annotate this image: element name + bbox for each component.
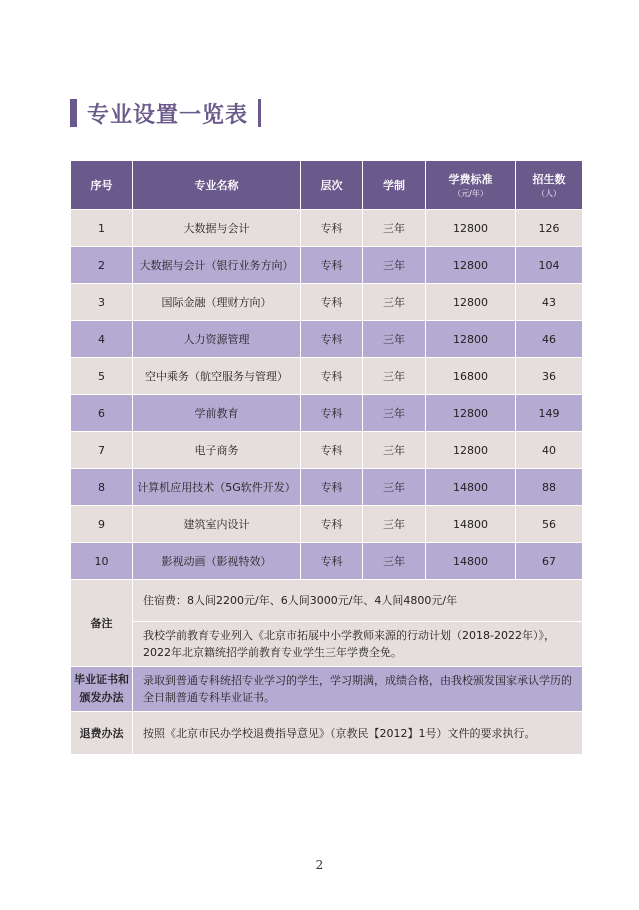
page-title-block: [70, 96, 261, 130]
table-row: [71, 210, 583, 247]
header-fee: [426, 161, 516, 210]
cell-enroll: 36: [516, 358, 583, 395]
cell-enroll: 126: [516, 210, 583, 247]
table-row: [71, 284, 583, 321]
cell-level: 专科: [301, 284, 363, 321]
page-number: 2: [315, 858, 324, 872]
notes-row-2: [71, 622, 583, 667]
cell-name: 大数据与会计: [133, 210, 301, 247]
cell-duration: 三年: [363, 469, 426, 506]
cell-enroll: 43: [516, 284, 583, 321]
cell-enroll: 149: [516, 395, 583, 432]
table-row: [71, 506, 583, 543]
cell-seq: 7: [71, 432, 133, 469]
cell-seq: 9: [71, 506, 133, 543]
cell-enroll: 46: [516, 321, 583, 358]
cell-enroll: 104: [516, 247, 583, 284]
table-row: [71, 247, 583, 284]
header-enroll: [516, 161, 583, 210]
cell-seq: 2: [71, 247, 133, 284]
cell-fee: 12800: [426, 284, 516, 321]
cell-level: 专科: [301, 358, 363, 395]
cell-enroll: 88: [516, 469, 583, 506]
cell-seq: 10: [71, 543, 133, 580]
cell-name: 国际金融（理财方向）: [133, 284, 301, 321]
cell-name: 大数据与会计（银行业务方向）: [133, 247, 301, 284]
table-row: [71, 321, 583, 358]
refund-row: [71, 712, 583, 755]
cell-name: 建筑室内设计: [133, 506, 301, 543]
cell-level: 专科: [301, 432, 363, 469]
cell-seq: 3: [71, 284, 133, 321]
notes-label: 备注: [71, 580, 133, 667]
cell-fee: 12800: [426, 395, 516, 432]
cell-seq: 1: [71, 210, 133, 247]
table-row: [71, 432, 583, 469]
cell-duration: 三年: [363, 543, 426, 580]
cell-fee: 12800: [426, 432, 516, 469]
cell-level: 专科: [301, 321, 363, 358]
cell-duration: 三年: [363, 432, 426, 469]
cell-seq: 4: [71, 321, 133, 358]
header-enroll-unit: （人）: [537, 189, 561, 198]
header-enroll-label: 招生数: [532, 173, 566, 186]
cell-seq: 8: [71, 469, 133, 506]
table-header-row: [71, 161, 583, 210]
header-fee-label: 学费标准: [448, 173, 493, 186]
cell-enroll: 56: [516, 506, 583, 543]
cell-fee: 14800: [426, 543, 516, 580]
cell-fee: 12800: [426, 247, 516, 284]
graduation-label: 毕业证书和颁发办法: [71, 667, 133, 712]
header-duration: 学制: [363, 161, 426, 210]
table-row: [71, 358, 583, 395]
cell-fee: 12800: [426, 321, 516, 358]
table-row: [71, 395, 583, 432]
cell-duration: 三年: [363, 210, 426, 247]
cell-duration: 三年: [363, 247, 426, 284]
cell-fee: 16800: [426, 358, 516, 395]
cell-level: 专科: [301, 469, 363, 506]
cell-duration: 三年: [363, 506, 426, 543]
cell-fee: 12800: [426, 210, 516, 247]
cell-level: 专科: [301, 247, 363, 284]
page-title: 专业设置一览表: [87, 102, 249, 128]
cell-duration: 三年: [363, 284, 426, 321]
cell-seq: 6: [71, 395, 133, 432]
title-accent-bar: [70, 99, 77, 127]
refund-text: 按照《北京市民办学校退费指导意见》（京教民【2012】1号）文件的要求执行。: [133, 712, 583, 755]
major-table: [70, 160, 583, 755]
cell-duration: 三年: [363, 395, 426, 432]
cell-fee: 14800: [426, 469, 516, 506]
table-row: [71, 543, 583, 580]
cell-name: 学前教育: [133, 395, 301, 432]
header-fee-unit: （元/年）: [453, 189, 488, 198]
cell-name: 人力资源管理: [133, 321, 301, 358]
graduation-row: [71, 667, 583, 712]
table-row: [71, 469, 583, 506]
refund-label: 退费办法: [71, 712, 133, 755]
header-seq: 序号: [71, 161, 133, 210]
notes-row-1: [71, 580, 583, 622]
cell-name: 空中乘务（航空服务与管理）: [133, 358, 301, 395]
graduation-text: 录取到普通专科统招专业学习的学生，学习期满，成绩合格，由我校颁发国家承认学历的全日制普通专科毕业证书。: [133, 667, 583, 712]
cell-enroll: 40: [516, 432, 583, 469]
notes-preschool: 我校学前教育专业列入《北京市拓展中小学教师来源的行动计划（2018-2022年）》，2022年北京籍统招学前教育专业学生三年学费全免。: [133, 622, 583, 667]
header-name: 专业名称: [133, 161, 301, 210]
cell-name: 计算机应用技术（5G软件开发）: [133, 469, 301, 506]
cell-seq: 5: [71, 358, 133, 395]
header-level: 层次: [301, 161, 363, 210]
cell-duration: 三年: [363, 321, 426, 358]
cell-fee: 14800: [426, 506, 516, 543]
cell-enroll: 67: [516, 543, 583, 580]
cell-level: 专科: [301, 395, 363, 432]
cell-duration: 三年: [363, 358, 426, 395]
cell-name: 电子商务: [133, 432, 301, 469]
cell-level: 专科: [301, 506, 363, 543]
title-end-bar: [258, 99, 261, 127]
cell-level: 专科: [301, 543, 363, 580]
notes-accommodation: 住宿费：8人间2200元/年、6人间3000元/年、4人间4800元/年: [133, 580, 583, 622]
cell-name: 影视动画（影视特效）: [133, 543, 301, 580]
cell-level: 专科: [301, 210, 363, 247]
